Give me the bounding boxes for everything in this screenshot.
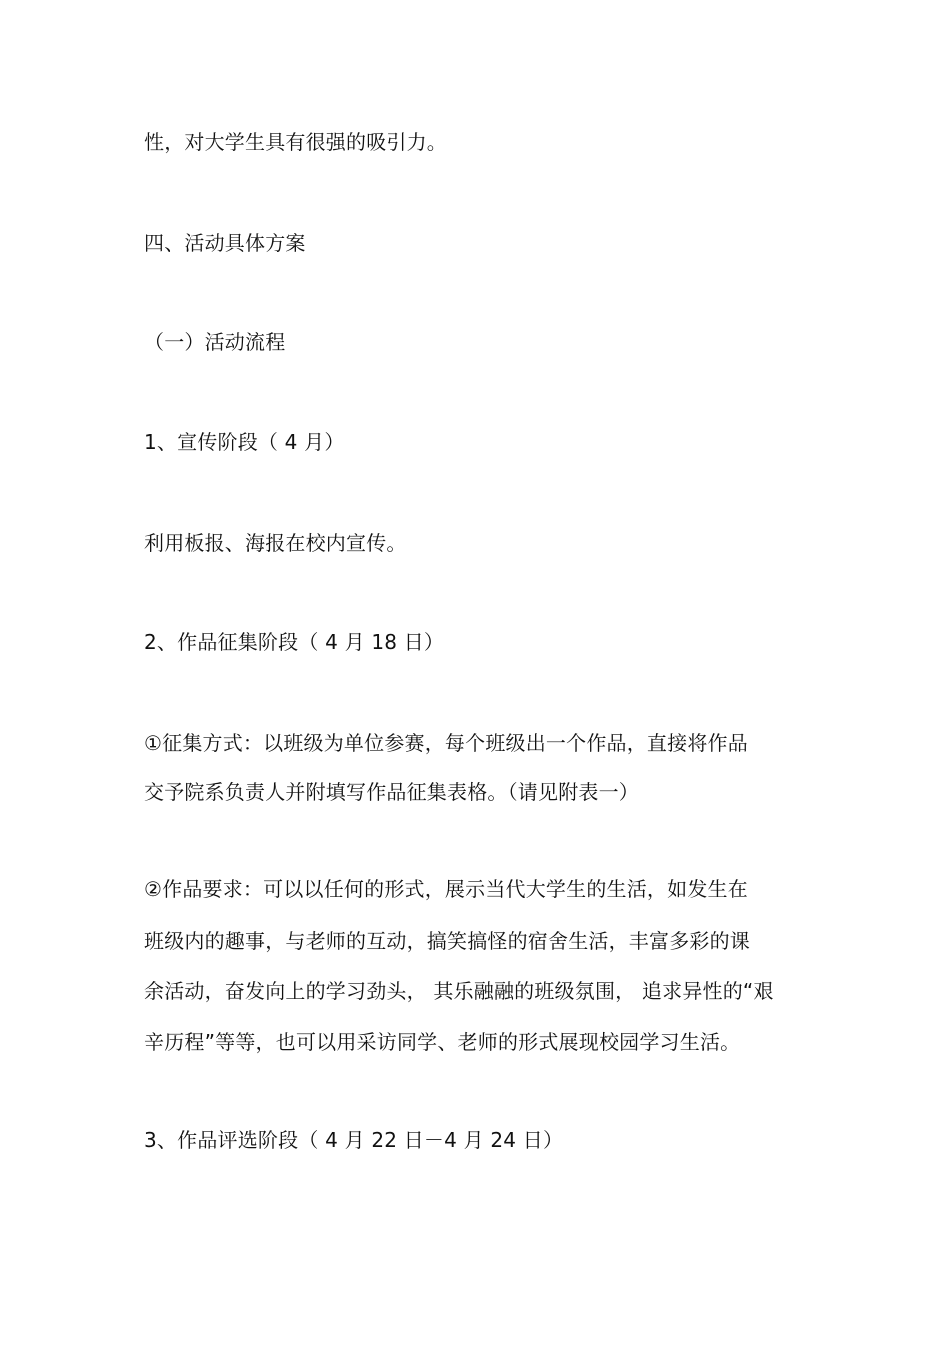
section-heading-4: 四、活动具体方案 xyxy=(144,231,306,255)
work-requirements-line-1: ②作品要求：可以以任何的形式，展示当代大学生的生活，如发生在 xyxy=(144,877,748,901)
step-3-heading: 3、作品评选阶段（ 4 月 22 日－4 月 24 日） xyxy=(144,1128,564,1152)
work-requirements-line-3: 余活动，奋发向上的学习劲头， 其乐融融的班级氛围， 追求异性的“艰 xyxy=(144,979,774,1003)
paragraph-continuation: 性，对大学生具有很强的吸引力。 xyxy=(144,130,447,154)
work-requirements-line-2: 班级内的趣事，与老师的互动，搞笑搞怪的宿舍生活，丰富多彩的课 xyxy=(144,929,750,953)
subsection-heading-activity-flow: （一）活动流程 xyxy=(144,330,286,354)
step-1-heading: 1、宣传阶段（ 4 月） xyxy=(144,430,345,454)
step-1-body: 利用板报、海报在校内宣传。 xyxy=(144,531,407,555)
collection-method-line-2: 交予院系负责人并附填写作品征集表格。（请见附表一） xyxy=(144,780,639,804)
work-requirements-line-4: 辛历程”等等，也可以用采访同学、老师的形式展现校园学习生活。 xyxy=(144,1030,741,1054)
collection-method-line-1: ①征集方式：以班级为单位参赛，每个班级出一个作品，直接将作品 xyxy=(144,731,748,755)
step-2-heading: 2、作品征集阶段（ 4 月 18 日） xyxy=(144,630,445,654)
